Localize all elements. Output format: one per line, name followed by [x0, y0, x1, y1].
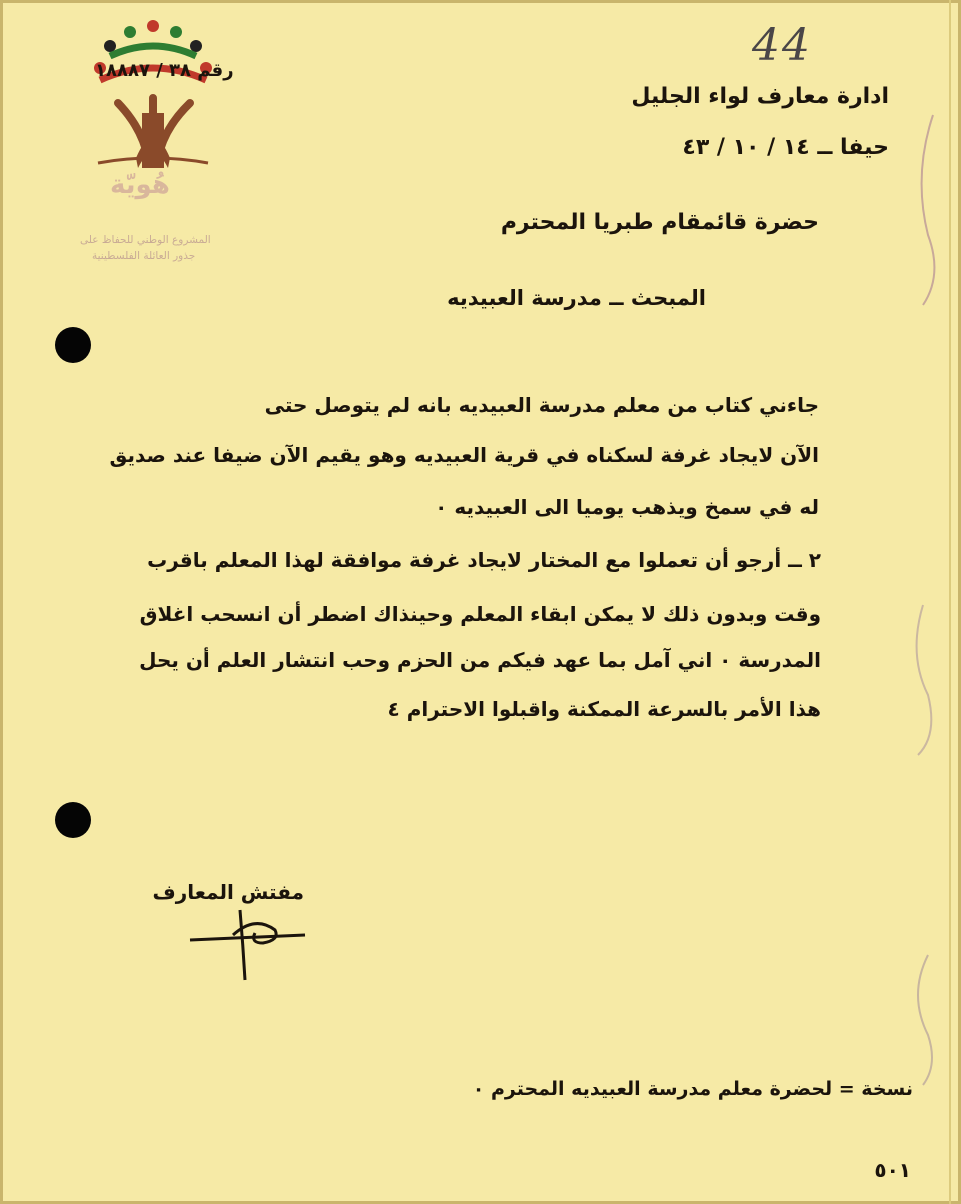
reference-number: رقم ٣٨ / ١٨٨٨٧ — [95, 60, 234, 81]
office-heading: ادارة معارف لواء الجليل — [631, 84, 889, 109]
tree-logo-icon — [78, 18, 228, 263]
punch-hole — [55, 327, 91, 363]
body-line: الآن لايجاد غرفة لسكناه في قرية العبيديه وهو يقيم الآن ضيفا عند صديق — [109, 443, 819, 467]
subject-line: المبحث ــ مدرسة العبيديه — [447, 286, 706, 310]
body-line: جاءني كتاب من معلم مدرسة العبيديه بانه لم يتوصل حتى — [264, 393, 819, 417]
logo-name: هُويّة — [110, 170, 170, 200]
punch-hole — [55, 802, 91, 838]
handwritten-signature-icon — [185, 905, 310, 985]
body-line: المدرسة ٠ اني آمل بما عهد فيكم من الحزم وحب انتشار العلم أن يحل — [139, 648, 821, 672]
body-line: وقت وبدون ذلك لا يمكن ابقاء المعلم وحينذاك اضطر أن انسحب اغلاق — [139, 602, 821, 626]
margin-pencil-marks — [893, 95, 953, 1095]
signature-title: مفتش المعارف — [152, 880, 304, 904]
body-line: له في سمخ ويذهب يوميا الى العبيديه ٠ — [435, 495, 819, 519]
folio-number: 44 — [752, 20, 812, 71]
body-line: ٢ ــ أرجو أن تعملوا مع المختار لايجاد غرفة موافقة لهذا المعلم باقرب — [147, 548, 821, 572]
addressee: حضرة قائمقام طبريا المحترم — [500, 210, 819, 235]
logo-tagline: جذور العائلة الفلسطينية — [92, 250, 196, 262]
logo-tagline: المشروع الوطني للحفاظ على — [80, 234, 211, 246]
copy-note: نسخة = لحضرة معلم مدرسة العبيديه المحترم ٠ — [472, 1078, 913, 1100]
place-date: حيفا ــ ١٤ / ١٠ / ٤٣ — [682, 135, 889, 160]
body-line: هذا الأمر بالسرعة الممكنة واقبلوا الاحترام ٤ — [387, 697, 821, 721]
page-number: ٥٠١ — [874, 1158, 911, 1182]
